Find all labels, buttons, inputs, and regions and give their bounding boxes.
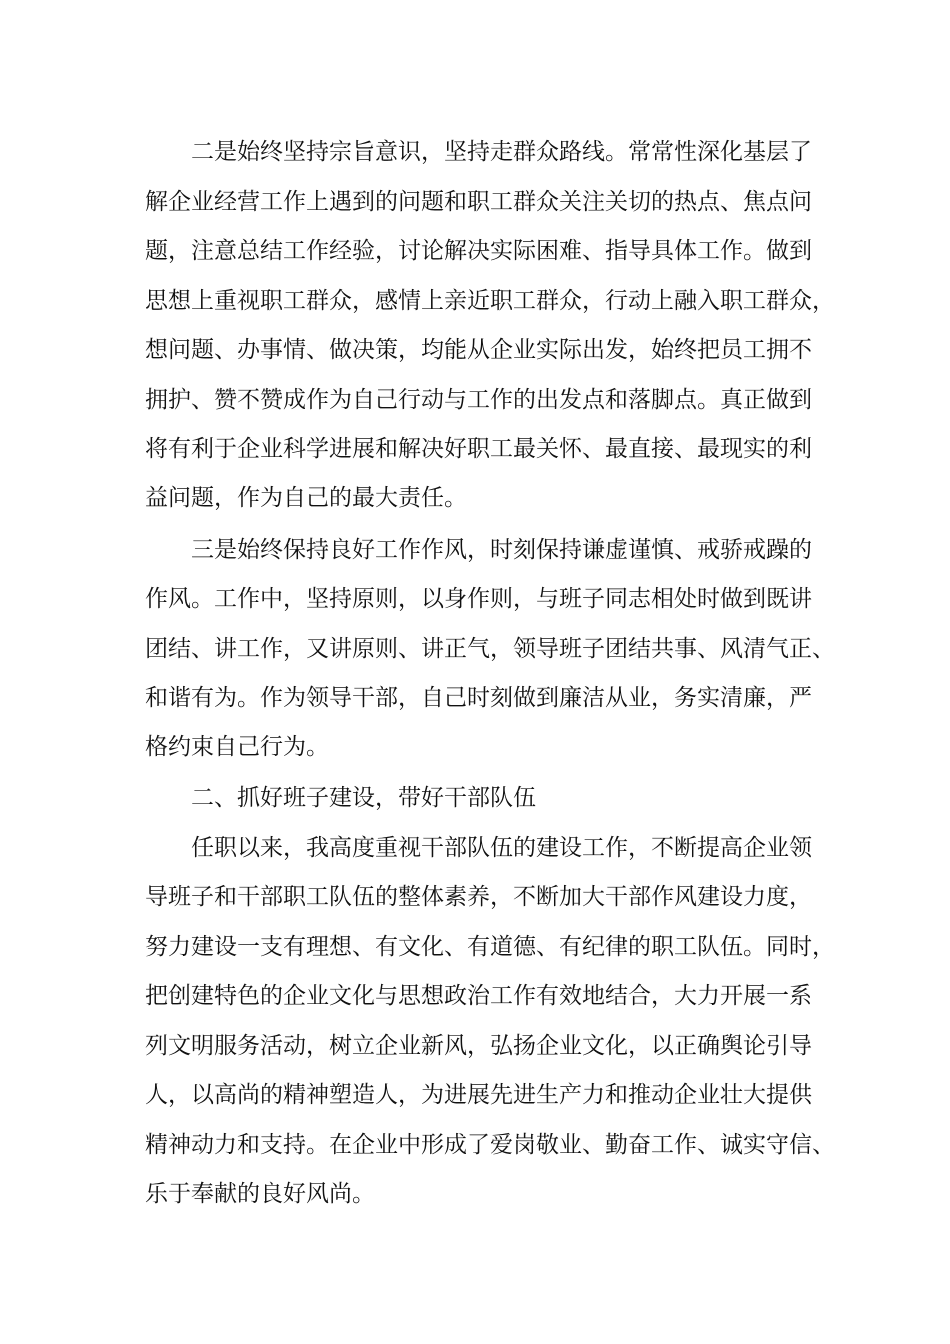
paragraph-2-line-1: 三是始终保持良好工作作风，时刻保持谦虚谨慎、戒骄戒躁的 [191, 537, 812, 563]
paragraph-3-line-7: 精神动力和支持。在企业中形成了爱岗敬业、勤奋工作、诚实守信、 [145, 1132, 835, 1158]
paragraph-1-line-2: 解企业经营工作上遇到的问题和职工群众关注关切的热点、焦点问 [145, 189, 812, 215]
paragraph-3-line-1: 任职以来，我高度重视干部队伍的建设工作，不断提高企业领 [191, 835, 812, 861]
paragraph-1-line-7: 将有利于企业科学进展和解决好职工最关怀、最直接、最现实的利 [145, 436, 812, 462]
paragraph-1-line-4: 思想上重视职工群众，感情上亲近职工群众，行动上融入职工群众， [145, 288, 835, 314]
paragraph-3-line-5: 列文明服务活动，树立企业新风，弘扬企业文化，以正确舆论引导 [145, 1033, 812, 1059]
paragraph-3-line-4: 把创建特色的企业文化与思想政治工作有效地结合，大力开展一系 [145, 983, 812, 1009]
paragraph-2-line-3: 团结、讲工作，又讲原则、讲正气，领导班子团结共事、风清气正、 [145, 636, 835, 662]
paragraph-3-line-8: 乐于奉献的良好风尚。 [145, 1181, 375, 1207]
paragraph-1-line-5: 想问题、办事情、做决策，均能从企业实际出发，始终把员工拥不 [145, 337, 812, 363]
paragraph-3-line-3: 努力建设一支有理想、有文化、有道德、有纪律的职工队伍。同时， [145, 934, 835, 960]
paragraph-2-line-5: 格约束自己行为。 [145, 734, 329, 760]
paragraph-2-line-4: 和谐有为。作为领导干部，自己时刻做到廉洁从业，务实清廉，严 [145, 685, 812, 711]
paragraph-1-line-6: 拥护、赞不赞成作为自己行动与工作的出发点和落脚点。真正做到 [145, 387, 812, 413]
paragraph-2-line-2: 作风。工作中，坚持原则，以身作则，与班子同志相处时做到既讲 [145, 586, 812, 612]
paragraph-3-line-2: 导班子和干部职工队伍的整体素养，不断加大干部作风建设力度， [145, 884, 812, 910]
section-heading: 二、抓好班子建设，带好干部队伍 [191, 785, 536, 811]
paragraph-3-line-6: 人，以高尚的精神塑造人，为进展先进生产力和推动企业壮大提供 [145, 1082, 812, 1108]
paragraph-1-line-1: 二是始终坚持宗旨意识，坚持走群众路线。常常性深化基层了 [191, 139, 812, 165]
paragraph-1-line-8: 益问题，作为自己的最大责任。 [145, 485, 467, 511]
paragraph-1-line-3: 题，注意总结工作经验，讨论解决实际困难、指导具体工作。做到 [145, 238, 812, 264]
